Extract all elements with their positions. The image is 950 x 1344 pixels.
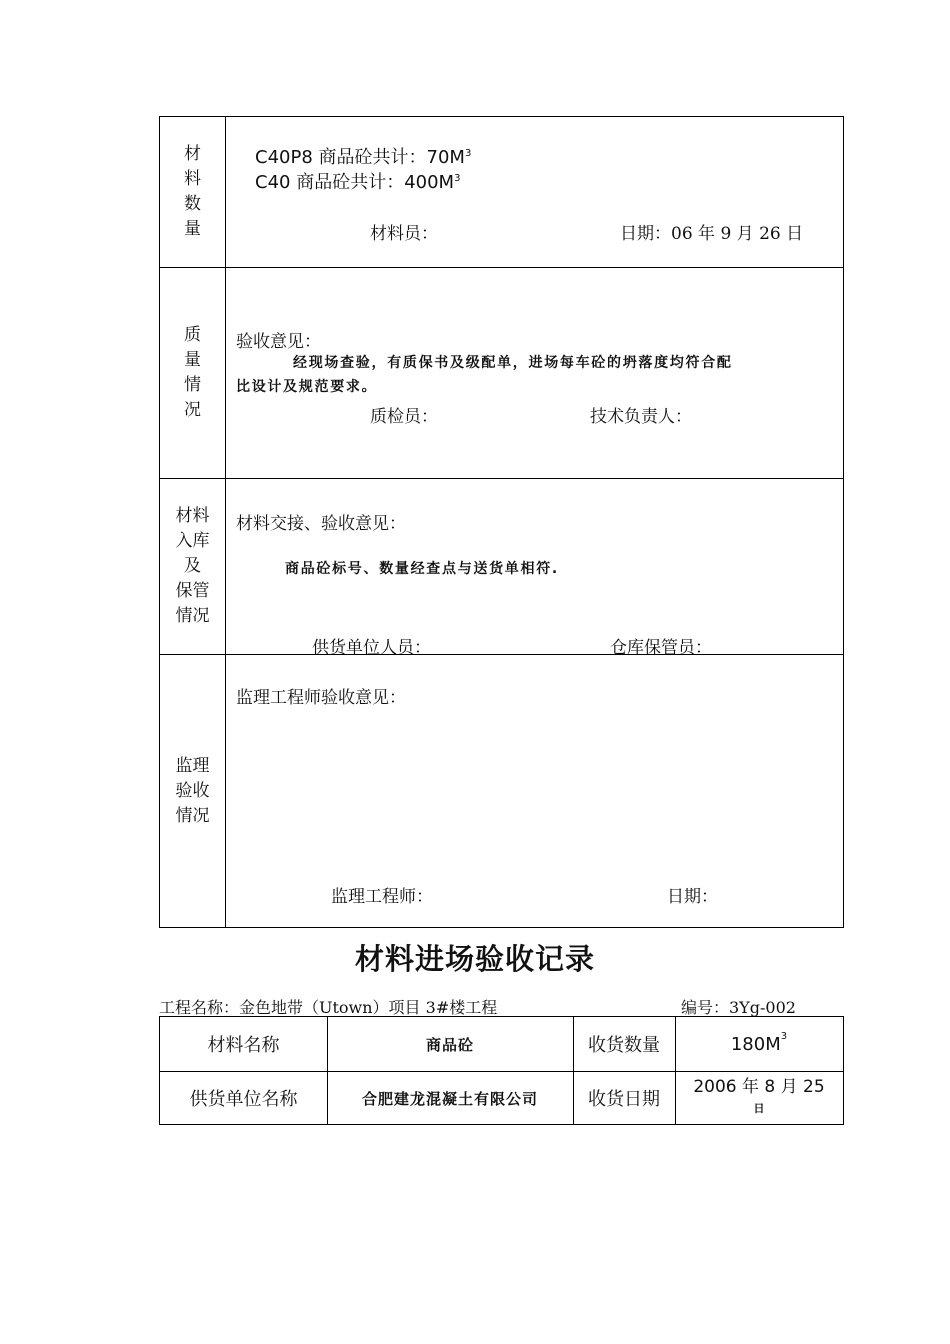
serial-number: 编号：3Yg-002 [681, 998, 796, 1017]
received-qty-label: 收货数量 [588, 1035, 660, 1056]
material-name-value: 商品砼 [425, 1035, 474, 1054]
label-char: 材 [184, 144, 201, 164]
upper-form [159, 116, 844, 928]
label-line: 情况 [175, 806, 210, 826]
quantity-line-2 [255, 168, 460, 194]
received-date-label: 收货日期 [588, 1089, 660, 1110]
quality-opinion-line-2: 比设计及规范要求。 [236, 379, 378, 395]
received-date-line-1: 2006 年 8 月 25 [693, 1077, 825, 1097]
project-name: 工程名称：金色地带（Utown）项目 3#楼工程 [159, 998, 498, 1017]
receipt-table [159, 1016, 844, 1125]
label-char: 料 [184, 169, 201, 189]
superscript: 3 [780, 1031, 788, 1042]
received-qty-value [675, 1017, 843, 1071]
supplier-name-label: 供货单位名称 [189, 1089, 298, 1110]
quantity-section-label [160, 117, 225, 267]
technical-lead-label: 技术负责人： [590, 407, 692, 427]
superscript: 3 [464, 148, 472, 159]
row-divider [160, 267, 843, 268]
quality-opinion-label: 验收意见： [236, 332, 321, 352]
supplier-staff-label: 供货单位人员： [312, 638, 431, 658]
received-date-value [675, 1071, 843, 1125]
supervising-engineer-label: 监理工程师： [331, 887, 433, 907]
material-name-label: 材料名称 [207, 1035, 280, 1056]
quantity-line-2-text: C40 商品砼共计：400M [255, 172, 455, 193]
handover-opinion-label: 材料交接、验收意见： [236, 514, 406, 534]
supervision-section-label [160, 654, 225, 929]
label-line: 保管 [175, 580, 210, 601]
label-char: 质 [184, 324, 201, 345]
received-qty-text: 180M [730, 1033, 781, 1055]
supplier-name-value: 合肥建龙混凝土有限公司 [361, 1089, 538, 1108]
supervisor-opinion-label: 监理工程师验收意见： [236, 688, 406, 708]
label-line: 验收 [175, 781, 210, 801]
received-date-line-2: 日 [753, 1102, 765, 1115]
supervision-date-label: 日期： [667, 887, 718, 907]
quantity-date-label: 日期：06 年 9 月 26 日 [620, 224, 804, 244]
label-char: 量 [184, 219, 201, 239]
label-line: 情况 [175, 605, 210, 626]
label-line: 监理 [175, 756, 210, 776]
warehouse-keeper-label: 仓库保管员： [610, 638, 712, 658]
row-divider [160, 478, 843, 479]
quality-opinion-line-1: 经现场查验，有质保书及级配单，进场每车砼的坍落度均符合配 [293, 355, 733, 371]
quantity-line-1 [255, 143, 471, 169]
storage-section-label [160, 478, 225, 654]
label-char: 数 [184, 194, 201, 214]
label-line: 入库 [175, 530, 210, 551]
label-char: 况 [184, 399, 201, 420]
handover-opinion-text: 商品砼标号、数量经查点与送货单相符. [285, 561, 559, 577]
label-char: 量 [184, 349, 201, 370]
column-divider [225, 117, 226, 927]
quality-section-label [160, 267, 225, 478]
superscript: 3 [454, 173, 461, 184]
label-char: 情 [184, 374, 201, 395]
quality-inspector-label: 质检员： [370, 407, 438, 427]
row-divider [160, 654, 843, 655]
document-title: 材料进场验收记录 [354, 942, 595, 976]
quantity-line-1-text: C40P8 商品砼共计：70M [255, 147, 465, 168]
label-line: 及 [184, 555, 201, 576]
label-line: 材料 [175, 505, 210, 526]
material-clerk-label: 材料员： [370, 224, 438, 244]
